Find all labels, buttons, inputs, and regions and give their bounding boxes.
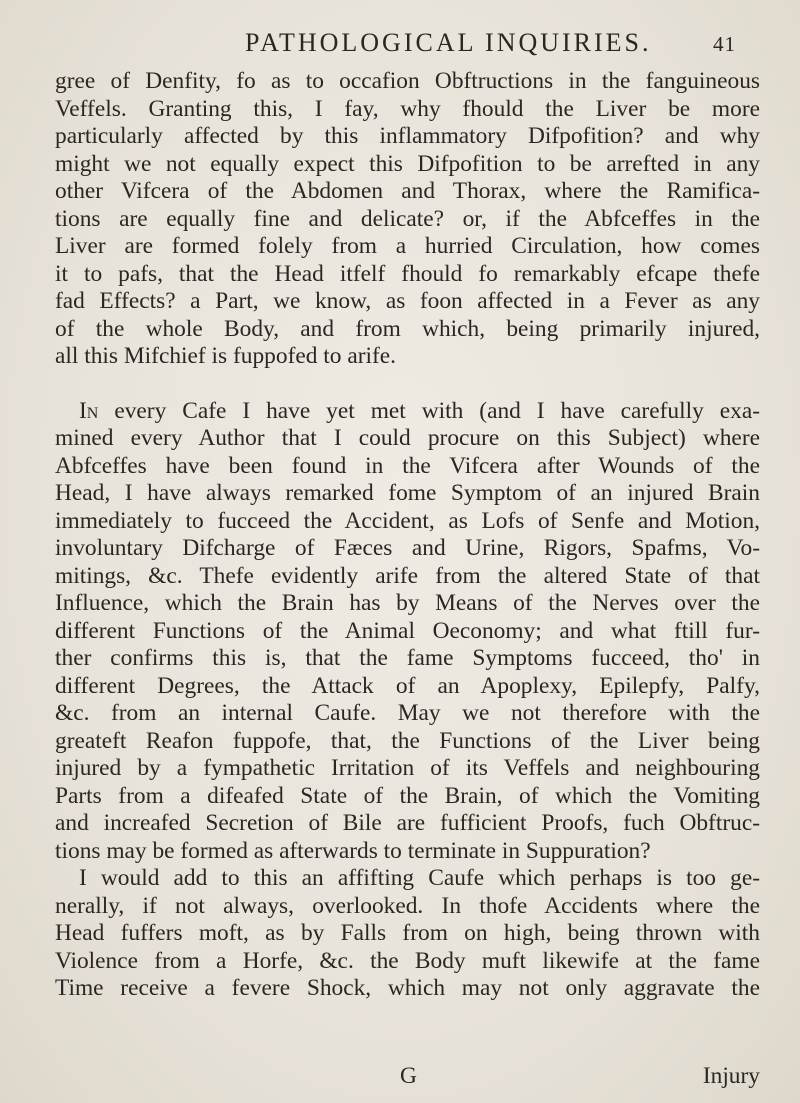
paragraph-1 — [55, 68, 760, 371]
text-line: all this Mifchief is fuppofed to arife. — [55, 343, 397, 369]
text-line: particularly affected by this inflammatory Difpofition? and why — [55, 123, 760, 149]
text-line: different Degrees, the Attack of an Apoplexy, Epilepfy, Palfy, — [55, 672, 760, 699]
text-line: Head fuffers moft, as by Falls from on high, being thrown with — [55, 920, 760, 946]
text-line: Liver are formed folely from a hurried Circulation, how comes — [55, 233, 760, 259]
text-line: fad Effects? a Part, we know, as foon affected in a Fever as any — [55, 288, 760, 314]
paragraph-initial: In — [79, 397, 99, 424]
page-number: 41 — [713, 32, 736, 56]
text-line: might we not equally expect this Difpofition to be arrefted in any — [55, 150, 760, 177]
text-line: Violence from a Horfe, &c. the Body muft likewife at the fame — [55, 947, 760, 974]
paragraph-2 — [55, 398, 760, 866]
text-line: nerally, if not always, overlooked. In thofe Accidents where the — [55, 892, 760, 919]
text-line: mitings, &c. Thefe evidently arife from the altered State of that — [55, 562, 760, 589]
text-line: ther confirms this is, that the fame Symptoms fucceed, tho' in — [55, 645, 760, 671]
text-line: greateft Reafon fuppofe, that, the Functions of the Liver being — [55, 727, 760, 754]
text-line-rest: every Cafe I have yet met with (and I have carefully exa- — [98, 397, 760, 424]
text-line: Abfceffes have been found in the Vifcera after Wounds of the — [55, 452, 760, 479]
text-line: and increafed Secretion of Bile are fufficient Proofs, fuch Obftruc- — [55, 810, 760, 836]
text-line: gree of Denfity, fo as to occafion Obftructions in the fanguineous — [55, 68, 760, 94]
text-line: tions are equally fine and delicate? or, if the Abfceffes in the — [55, 205, 760, 232]
text-line: Veffels. Granting this, I fay, why fhould the Liver be more — [55, 95, 760, 122]
text-line: immediately to fucceed the Accident, as Lofs of Senfe and Motion, — [55, 507, 760, 534]
body-text — [55, 68, 760, 1003]
text-line: it to pafs, that the Head itfelf fhould fo remarkably efcape thefe — [55, 260, 760, 287]
paragraph-3 — [55, 865, 760, 1003]
catchword: Injury — [702, 1063, 760, 1089]
text-line: injured by a fympathetic Irritation of its Veffels and neighbouring — [55, 755, 760, 781]
page-footer — [55, 1063, 760, 1093]
text-line: Influence, which the Brain has by Means of the Nerves over the — [55, 590, 760, 616]
text-line: I would add to this an affifting Caufe which perhaps is too ge- — [79, 865, 760, 891]
text-line: of the whole Body, and from which, being primarily injured, — [55, 315, 760, 342]
text-line: involuntary Difcharge of Fæces and Urine, Rigors, Spafms, Vo- — [55, 535, 760, 561]
text-line: tions may be formed as afterwards to terminate in Suppuration? — [55, 837, 651, 864]
text-line: different Functions of the Animal Oeconomy; and what ftill fur- — [55, 617, 760, 644]
text-line: &c. from an internal Caufe. May we not therefore with the — [55, 700, 760, 726]
signature-mark: G — [400, 1063, 417, 1089]
running-head — [245, 28, 765, 58]
text-line — [55, 398, 760, 426]
running-title: PATHOLOGICAL INQUIRIES. — [245, 28, 652, 57]
text-line: Time receive a fevere Shock, which may not only aggravate the — [55, 975, 760, 1001]
text-line: Parts from a difeafed State of the Brain, of which the Vomiting — [55, 782, 760, 809]
text-line: other Vifcera of the Abdomen and Thorax, where the Ramifica- — [55, 178, 760, 204]
text-line: Head, I have always remarked fome Symptom of an injured Brain — [55, 480, 760, 506]
text-line: mined every Author that I could procure on this Subject) where — [55, 425, 760, 451]
